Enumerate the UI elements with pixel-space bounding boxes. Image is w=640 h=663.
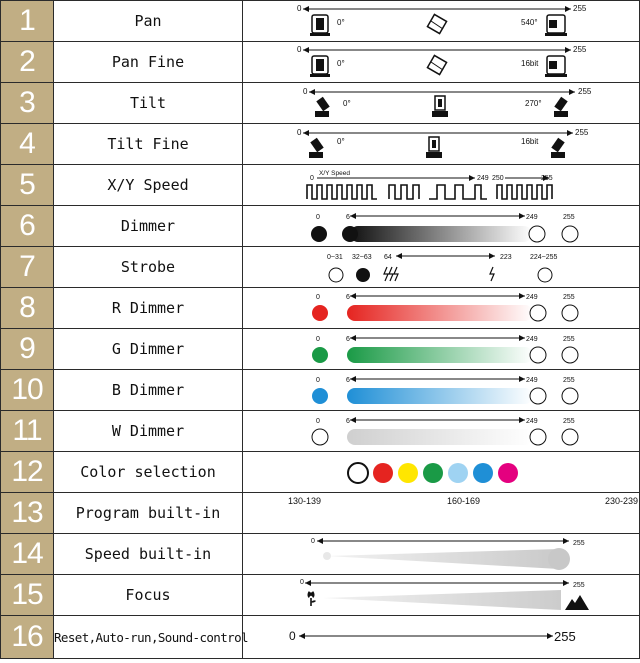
- b-dimmer-diagram: [243, 370, 639, 410]
- label-b: 32~63: [352, 254, 372, 261]
- label-c: 230-239: [605, 496, 639, 506]
- channel-diagram: [243, 575, 640, 616]
- moving-head-front-icon: [310, 56, 330, 77]
- range-end: 255: [578, 87, 592, 96]
- channel-number: 15: [1, 575, 54, 616]
- channel-row: [1, 370, 640, 411]
- channel-diagram: [243, 452, 640, 493]
- dimmer-off-dot: [311, 226, 327, 242]
- channel-row: [1, 165, 640, 206]
- label-a: 0: [316, 294, 320, 301]
- channel-diagram: [243, 165, 640, 206]
- channel-number: 4: [1, 124, 54, 165]
- pulse-wave-slow: [429, 185, 487, 199]
- speed-ramp: [327, 549, 569, 569]
- strobe-slow-icon: [490, 267, 494, 281]
- channel-diagram: [243, 124, 640, 165]
- tilt-head-up-icon: [432, 96, 448, 117]
- channel-number: 6: [1, 206, 54, 247]
- strobe-closed-dot: [356, 268, 370, 282]
- range-end: 255: [573, 4, 587, 13]
- label-b: 6: [346, 214, 350, 221]
- channel-number: 12: [1, 452, 54, 493]
- dimmer-open-dot: [562, 226, 578, 242]
- bit-label: 16bit: [521, 137, 539, 146]
- channel-diagram: [243, 288, 640, 329]
- channel-name: W Dimmer: [54, 411, 243, 452]
- blue-gradient-bar: [347, 388, 533, 404]
- label-c: 249: [526, 418, 538, 425]
- moving-head-side-icon: [545, 56, 567, 77]
- range-end: 255: [541, 175, 553, 182]
- channel-name: X/Y Speed: [54, 165, 243, 206]
- channel-row: [1, 206, 640, 247]
- focus-ramp: [323, 590, 561, 610]
- channel-diagram: [243, 1, 640, 42]
- label-c: 249: [526, 214, 538, 221]
- channel-name: G Dimmer: [54, 329, 243, 370]
- range-end: 255: [573, 540, 585, 547]
- label-e: 224~255: [530, 254, 558, 261]
- moving-head-front-icon: [310, 15, 330, 36]
- channel-row: [1, 329, 640, 370]
- color-selection-diagram: [243, 452, 639, 492]
- channel-row: [1, 124, 640, 165]
- channel-number: 8: [1, 288, 54, 329]
- tilt-head-right-icon: [554, 97, 568, 117]
- range-end: 255: [575, 128, 589, 137]
- range-end: 255: [573, 582, 585, 589]
- label-c: 64: [384, 254, 392, 261]
- moving-head-angled-icon: [427, 55, 446, 74]
- channel-row: [1, 493, 640, 534]
- g-dimmer-diagram: [243, 329, 639, 369]
- bit-label: 16bit: [521, 59, 539, 68]
- green-dot: [312, 347, 328, 363]
- label-c: 249: [526, 294, 538, 301]
- xy-speed-diagram: [243, 165, 639, 205]
- strobe-diagram: [243, 247, 639, 287]
- tilt-fine-diagram: [243, 124, 639, 164]
- channel-number: 10: [1, 370, 54, 411]
- channel-row: [1, 411, 640, 452]
- channel-diagram: [243, 534, 640, 575]
- label-b: 6: [346, 336, 350, 343]
- swatch-blue: [473, 463, 493, 483]
- mid-label-1: 249: [477, 175, 489, 182]
- channel-diagram: [243, 329, 640, 370]
- channel-name: Strobe: [54, 247, 243, 288]
- range-start: 0: [297, 128, 302, 137]
- pulse-wave-fast: [497, 185, 552, 199]
- channel-name: Color selection: [54, 452, 243, 493]
- green-gradient-bar: [347, 347, 533, 363]
- channel-name: Pan Fine: [54, 42, 243, 83]
- dimmer-gradient-bar: [350, 226, 532, 242]
- channel-name: R Dimmer: [54, 288, 243, 329]
- channel-name: Program built-in: [54, 493, 243, 534]
- channel-name: Dimmer: [54, 206, 243, 247]
- channel-name: Speed built-in: [54, 534, 243, 575]
- channel-number: 13: [1, 493, 54, 534]
- deg-start: 0°: [337, 137, 345, 146]
- channel-number: 16: [1, 616, 54, 659]
- label-d: 255: [563, 336, 575, 343]
- channel-row: [1, 1, 640, 42]
- label-a: 0: [316, 336, 320, 343]
- swatch-white: [348, 463, 368, 483]
- tilt-head-left-icon: [309, 138, 324, 158]
- channel-diagram: [243, 616, 640, 659]
- channel-number: 9: [1, 329, 54, 370]
- channel-diagram: [243, 370, 640, 411]
- mid-label-2: 250: [492, 175, 504, 182]
- red-gradient-bar: [347, 305, 533, 321]
- channel-name: Focus: [54, 575, 243, 616]
- red-dot: [312, 305, 328, 321]
- label-b: 6: [346, 377, 350, 384]
- channel-number: 1: [1, 1, 54, 42]
- channel-number: 11: [1, 411, 54, 452]
- tilt-head-left-icon: [315, 97, 330, 117]
- channel-diagram: [243, 247, 640, 288]
- label-c: 249: [526, 377, 538, 384]
- range-start: 0: [297, 45, 302, 54]
- channel-number: 5: [1, 165, 54, 206]
- deg-end: 270°: [525, 99, 542, 108]
- reset-diagram: [243, 616, 639, 658]
- speed-built-in-diagram: [243, 534, 639, 574]
- white-gradient-bar: [347, 429, 533, 445]
- pan-diagram: [243, 1, 639, 41]
- channel-name: Tilt: [54, 83, 243, 124]
- deg-end: 540°: [521, 18, 538, 27]
- swatch-light-blue: [448, 463, 468, 483]
- label-a: 0~31: [327, 254, 343, 261]
- speed-label: X/Y Speed: [319, 170, 350, 177]
- channel-row: [1, 534, 640, 575]
- channel-name: Tilt Fine: [54, 124, 243, 165]
- label-d: 255: [563, 214, 575, 221]
- channel-number: 7: [1, 247, 54, 288]
- strobe-on-dot: [538, 268, 552, 282]
- white-dot: [312, 429, 328, 445]
- channel-number: 14: [1, 534, 54, 575]
- swatch-yellow: [398, 463, 418, 483]
- label-a: 0: [316, 418, 320, 425]
- r-dimmer-diagram: [243, 288, 639, 328]
- range-start: 0: [310, 175, 314, 182]
- channel-diagram: [243, 206, 640, 247]
- channel-row: [1, 42, 640, 83]
- range-end: 255: [554, 629, 576, 644]
- channel-name: B Dimmer: [54, 370, 243, 411]
- dimmer-full-dot: [529, 226, 545, 242]
- channel-row: [1, 616, 640, 659]
- channel-number: 3: [1, 83, 54, 124]
- channel-row: [1, 247, 640, 288]
- channel-name: Pan: [54, 1, 243, 42]
- label-d: 255: [563, 377, 575, 384]
- swatch-green: [423, 463, 443, 483]
- deg-start: 0°: [343, 99, 351, 108]
- program-diagram: [243, 493, 639, 533]
- pulse-wave-dense: [307, 185, 377, 199]
- channel-row: [1, 288, 640, 329]
- w-dimmer-diagram: [243, 411, 639, 451]
- deg-start: 0°: [337, 18, 345, 27]
- channel-diagram: [243, 83, 640, 124]
- label-c: 249: [526, 336, 538, 343]
- label-d: 255: [563, 418, 575, 425]
- moving-head-side-icon: [545, 15, 567, 36]
- channel-row: [1, 575, 640, 616]
- label-a: 130-139: [288, 496, 322, 506]
- deg-start: 0°: [337, 59, 345, 68]
- tilt-head-up-icon: [426, 137, 442, 158]
- range-start: 0: [300, 579, 304, 586]
- range-start: 0: [297, 4, 302, 13]
- label-b: 160-169: [447, 496, 481, 506]
- label-d: 255: [563, 294, 575, 301]
- channel-name: Reset,Auto-run,Sound-control: [54, 616, 243, 659]
- range-start: 0: [311, 538, 315, 545]
- range-start: 0: [303, 87, 308, 96]
- strobe-open-dot: [329, 268, 343, 282]
- channel-diagram: [243, 411, 640, 452]
- moving-head-angled-icon: [427, 14, 446, 33]
- range-start: 0: [289, 629, 296, 643]
- swatch-magenta: [498, 463, 518, 483]
- channel-number: 2: [1, 42, 54, 83]
- dimmer-diagram: [243, 206, 639, 246]
- blue-dot: [312, 388, 328, 404]
- tilt-diagram: [243, 83, 639, 123]
- pulse-wave-medium: [389, 185, 419, 199]
- mountain-icon: [565, 595, 589, 610]
- focus-diagram: [243, 575, 639, 615]
- channel-row: [1, 452, 640, 493]
- swatch-red: [373, 463, 393, 483]
- label-a: 0: [316, 214, 320, 221]
- channel-diagram: [243, 493, 640, 534]
- tilt-head-right-icon: [551, 138, 565, 158]
- channel-diagram: [243, 42, 640, 83]
- channel-row: [1, 83, 640, 124]
- label-b: 6: [346, 418, 350, 425]
- pan-fine-diagram: [243, 42, 639, 82]
- strobe-fast-icon: [384, 267, 398, 281]
- range-end: 255: [573, 45, 587, 54]
- label-b: 6: [346, 294, 350, 301]
- label-d: 223: [500, 254, 512, 261]
- flower-icon: [308, 591, 317, 606]
- label-a: 0: [316, 377, 320, 384]
